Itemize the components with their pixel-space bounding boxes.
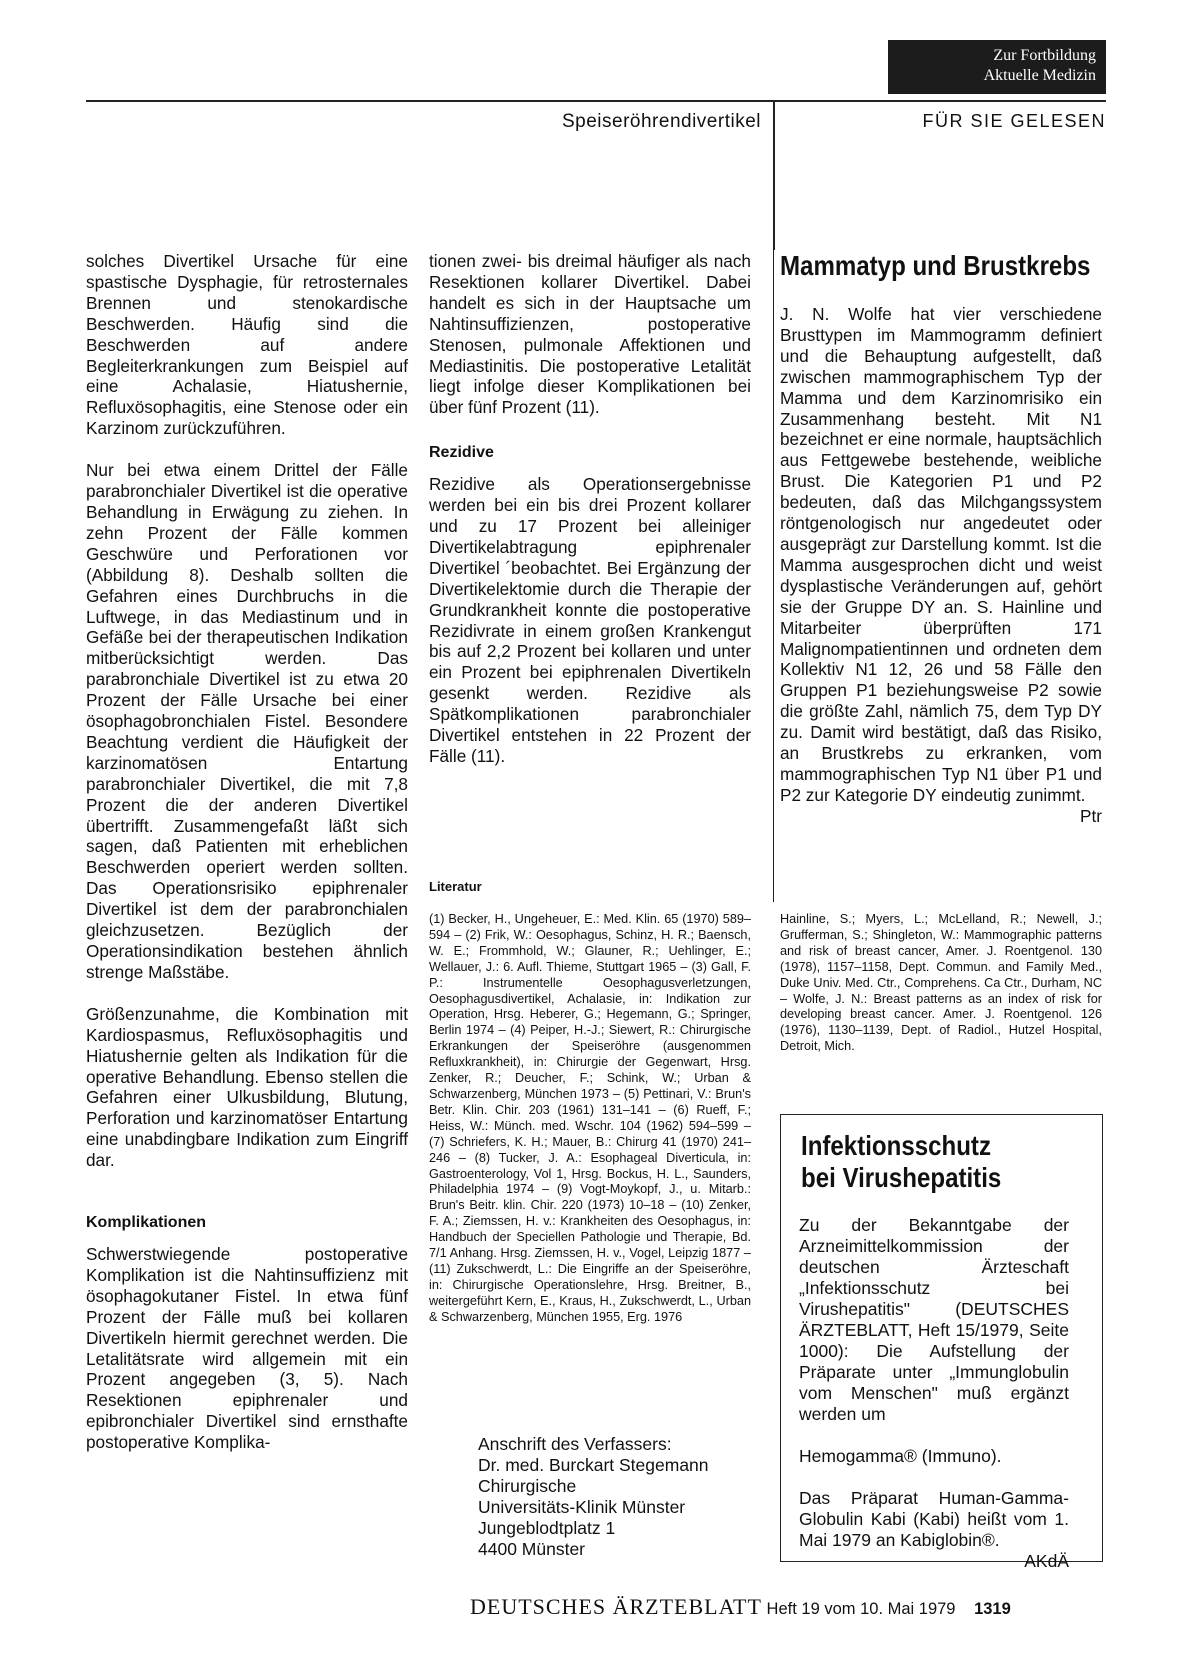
notice-body (799, 1215, 1069, 1572)
running-head-left: Speiseröhrendivertikel (562, 111, 761, 132)
address-line: 4400 Münster (478, 1539, 586, 1559)
article-body: J. N. Wolfe hat vier verschiedene Brusttypen im Mammogramm definiert und die Behauptung aufgestellt, daß zwischen mammographischem Typ der Mamma und dem Karzinomrisiko ein Zusammenhang besteht. Mit N1 bezeichnet er eine normale, hauptsächlich aus Fettgewebe bestehende, weibliche Brust. Die Kategorien P1 und P2 bedeuten, daß das Milchgangssystem röntgenologisch nur angedeutet oder ausgeprägt zur Darstellung kommt. Ist die Mamma ausgesprochen dicht und weist dysplastische Veränderungen auf, gehört sie der Gruppe DY an. S. Hainline und Mitarbeiter überprüften 171 Malignompatientinnen und ordneten dem Kollektiv N1 12, 26 und 58 Fälle den Gruppen P1 beziehungsweise P2 sowie die größte Zahl, nämlich 75, dem Typ DY zu. Damit wird bestätigt, daß das Risiko, an Brustkrebs zu erkranken, vom mammographischen Typ N1 über P1 und P2 zur Kategorie DY eindeutig zunimmt. (780, 304, 1102, 805)
author-initials: Ptr (1080, 805, 1102, 826)
column-divider-lower (773, 250, 774, 902)
paragraph: Schwerstwiegende postoperative Komplikation ist die Nahtinsuffizienz mit ösophagokutaner Fistel. In etwa fünf Prozent der Fälle muß bei kollaren Divertikeln hiermit gerechnet werden. Die Letalitätsrate wird allgemein mit ein Prozent angegeben (3, 5). Nach Resektionen epiphrenaler und epibronchialer Divertikel sind ernsthafte postoperative Komplika- (86, 1243, 408, 1453)
issue-info: Heft 19 vom 10. Mai 1979 (766, 1600, 956, 1618)
paragraph: solches Divertikel Ursache für eine spastische Dysphagie, für retrosternales Brennen und stenokardische Beschwerden. Häufig sind die Beschwerden auf andere Begleiterkrankungen zum Beispiel auf eine Achalasie, Hiatushernie, Refluxösophagitis, eine Stenose oder ein Karzinom zurückzuführen. (86, 251, 408, 439)
paragraph (780, 304, 1102, 826)
running-head-right: FÜR SIE GELESEN (922, 111, 1106, 131)
section-label-line2: Aktuelle Medizin (983, 67, 1096, 84)
page-number: 1319 (974, 1600, 1011, 1618)
paragraph: Hemogamma® (Immuno). (799, 1446, 1002, 1466)
article-column-2 (429, 251, 751, 788)
page-footer (470, 1594, 1011, 1620)
paragraph: Zu der Bekanntgabe der Arzneimittelkommission der deutschen Ärzteschaft „Infektionsschutz bei Virushepatitis" (DEUTSCHES ÄRZTEBLATT, Heft 15/1979, Seite 1000): Die Aufstellung der Präparate unter „Immunglobulin vom Menschen" muß ergänzt werden um (799, 1215, 1069, 1424)
literature-list: (1) Becker, H., Ungeheuer, E.: Med. Klin. 65 (1970) 589–594 – (2) Frik, W.: Oesophagus, Schinz, H. R.; Baensch, W. E.; Frommhold, W.; Glauner, R.; Uehlinger, E.; Wellauer, J.: 6. Aufl. Thieme, Stuttgart 1965 – (3) Gall, F. P.: Instrumentelle Oesophagusverletzungen, Oesophagusdivertikel, Achalasie, in: Indikation zur Operation, Hrsg. Heberer, G.; Hegemann, G.; Springer, Berlin 1974 – (4) Peiper, H.-J.; Siewert, R.: Chirurgische Erkrankungen der Speiseröhre (ausgenommen Refluxkrankheit), in: Chirurgie der Gegenwart, Hrsg. Zenker, R.; Deucher, F.; Schink, W.; Urban & Schwarzenberg, München 1973 – (5) Pettinari, V.: Brun's Betr. Klin. Chir. 203 (1961) 131–141 – (6) Rueff, F.; Heiss, W.: Münch. med. Wschr. 104 (1962) 594–599 – (7) Schriefers, K. H.; Mauer, B.: Chirurg 41 (1970) 241–246 – (8) Tucker, J. A.: Esophageal Diverticula, in: Gastroenterology, Vol 1, Hrsg. Bockus, H. L., Saunders, Philadelphia 1974 – (9) Vogt-Moykopf, J., u. Mitarb.: Brun's Beitr. klin. Chir. 220 (1973) 10–18 – (10) Zenker, F. A.; Ziemssen, H. v.: Krankheiten des Oesophagus, in: Handbuch der Speciellen Pathologie und Therapie, Bd. 7/1 Anhang. Hrsg. Ziemssen, H. v., Vogel, Leipzig 1877 – (11) Zukschwerdt, L.: Die Eingriffe an der Speiseröhre, in: Chirurgische Operationslehre, Hrsg. Breitner, B., weitergeführt Kern, E., Kraus, H., Zukschwerdt, L., Urban & Schwarzenberg, München 1955, Erg. 1976 (429, 912, 751, 1324)
section-label (888, 40, 1106, 94)
article-column-3 (780, 304, 1102, 827)
header-rule (86, 100, 1106, 102)
column-divider (773, 100, 775, 250)
paragraph: Rezidive als Operationsergebnisse werden bei ein bis drei Prozent kollarer und zu 17 Prozent bei alleiniger Divertikelabtragung epiphrenaler Divertikel ´beobachtet. Bei Ergänzung der Divertikelektomie durch die Therapie der Grundkrankheit konnte die postoperative Rezidivrate in einem großen Krankengut bis auf 2,2 Prozent bei kollaren und unter ein Prozent bei epiphrenalen Divertikeln gesenkt werden. Rezidive als Spätkomplikationen parabronchialer Divertikel entstehen in 22 Prozent der Fälle (11). (429, 474, 751, 766)
reference-list: Hainline, S.; Myers, L.; McLelland, R.; Newell, J.; Grufferman, S.; Shingleton, W.: Mammographic patterns and risk of breast cancer, Amer. J. Roentgenol. 130 (1978), 1157–1158, Dept. Commun. and Family Med., Duke Univ. Med. Ctr., Comprehens. Ca Ctr., Durham, NC – Wolfe, J. N.: Breast patterns as an index of risk for developing breast cancer. Amer. J. Roentgenol. 126 (1976), 1130–1139, Dept. of Radiol., Hutzel Hospital, Detroit, Mich. (780, 912, 1102, 1054)
author-address (478, 1434, 778, 1560)
address-line: Jungeblodtplatz 1 (478, 1518, 616, 1538)
notice-title-line1: Infektionsschutz (801, 1130, 991, 1161)
notice-title-line2: bei Virushepatitis (801, 1162, 1002, 1193)
section-label-line1: Zur Fortbildung (993, 47, 1096, 64)
paragraph: Nur bei etwa einem Drittel der Fälle parabronchialer Divertikel ist die operative Behandlung in Erwägung zu ziehen. In zehn Prozent der Fälle kommen Geschwüre und Perforationen vor (Abbildung 8). Deshalb sollten die Gefahren eines Durchbruchs in die Luftwege, in das Mediastinum und in Gefäße bei der therapeutischen Indikation mitberücksichtigt werden. Das parabronchiale Divertikel ist zu etwa 20 Prozent der Fälle Ursache bei einer ösophagobronchialen Fistel. Besondere Beachtung verdient die Häufigkeit der karzinomatösen Entartung parabronchialer Divertikel, die mit 7,8 Prozent die der anderen Divertikel übertrifft. Zusammengefaßt läßt sich sagen, daß Patienten mit erheblichen Beschwerden operiert werden sollten. Das Operationsrisiko epiphrenaler Divertikel ist dem der parabronchialen gleichzusetzen. Bezüglich der Operationsindikation bestehen ähnlich strenge Maßstäbe. (86, 460, 408, 982)
address-line: Dr. med. Burckart Stegemann (478, 1455, 709, 1475)
literature-heading: Literatur (429, 879, 482, 894)
article-column-1 (86, 251, 408, 1474)
masthead: DEUTSCHES ÄRZTEBLATT (470, 1594, 762, 1619)
address-line: Universitäts-Klinik Münster (478, 1497, 686, 1517)
subheading-komplikationen: Komplikationen (86, 1214, 207, 1232)
notice-signature: AKdÄ (1024, 1551, 1069, 1571)
paragraph: Das Präparat Human-Gamma-Globulin Kabi (Kabi) heißt vom 1. Mai 1979 an Kabiglobin®. (799, 1488, 1069, 1550)
address-line: Anschrift des Verfassers: (478, 1434, 672, 1454)
paragraph: Größenzunahme, die Kombination mit Kardiospasmus, Refluxösophagitis und Hiatushernie gelten als Indikation für die operative Behandlung. Ebenso stellen die Gefahren einer Ulkusbildung, Blutung, Perforation und karzinomatöser Entartung eine unabdingbare Indikation zum Eingriff dar. (86, 1003, 408, 1171)
paragraph: tionen zwei- bis dreimal häufiger als nach Resektionen kollarer Divertikel. Dabei handelt es sich in der Hauptsache um Nahtinsuffizienzen, postoperative Stenosen, pulmonale Affektionen und Mediastinitis. Die postoperative Letalität liegt infolge dieser Komplikationen bei über fünf Prozent (11). (429, 251, 751, 418)
article-title-mammatyp: Mammatyp und Brustkrebs (780, 250, 1091, 281)
address-line: Chirurgische (478, 1476, 577, 1496)
subheading-rezidive: Rezidive (429, 444, 494, 462)
notice-title (801, 1130, 1001, 1194)
